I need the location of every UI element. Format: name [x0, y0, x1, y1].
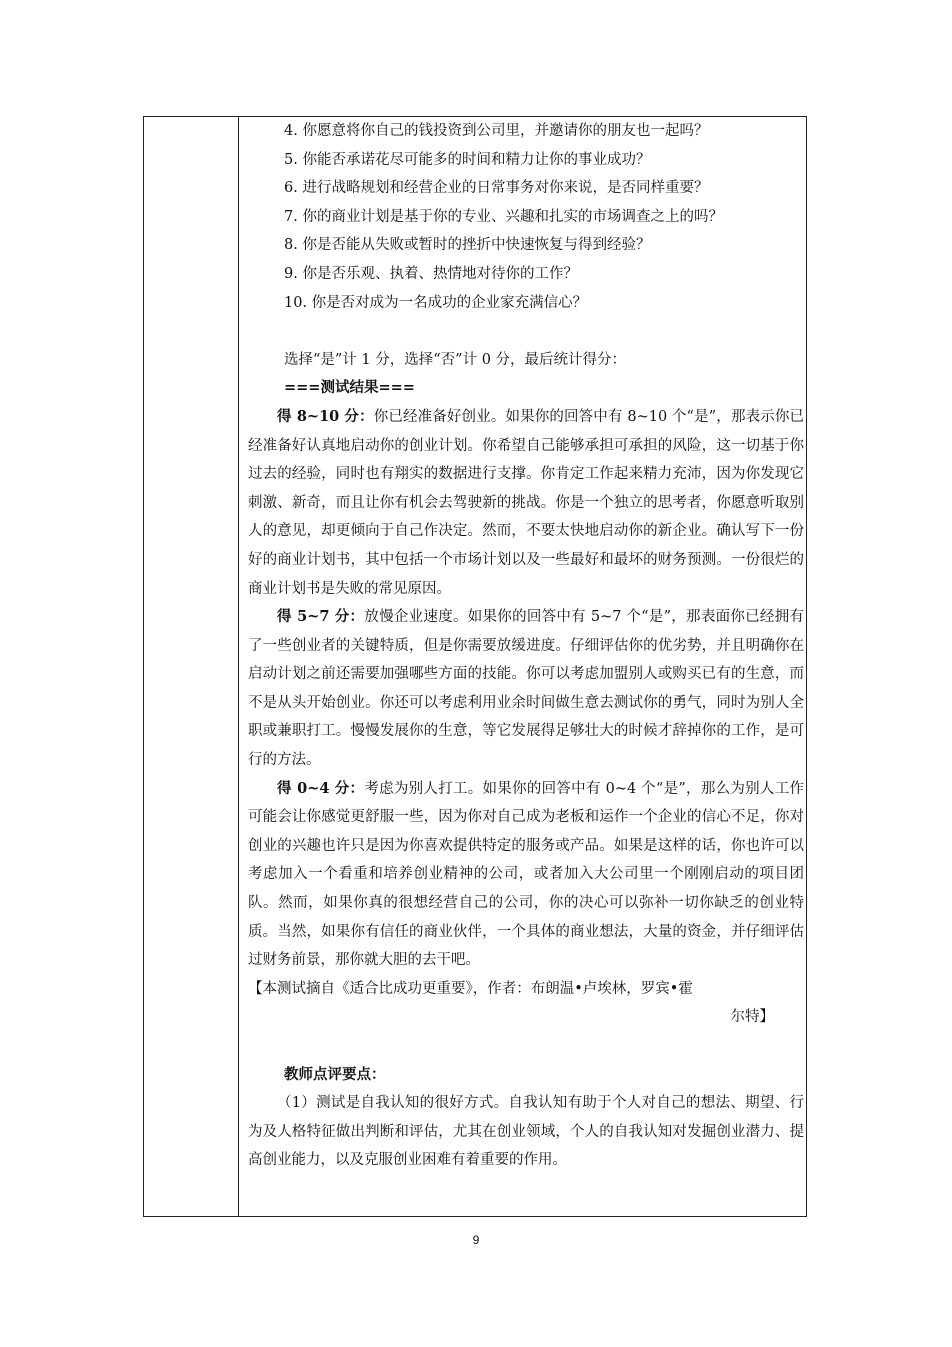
question-item: 8. 你是否能从失败或暂时的挫折中快速恢复与得到经验？: [284, 237, 651, 254]
question-item: 10. 你是否对成为一名成功的企业家充满信心？: [284, 294, 588, 311]
scoring-rule: 选择“是”计 1 分，选择“否”计 0 分，最后统计得分：: [284, 351, 627, 368]
question-item: 6. 进行战略规划和经营企业的日常事务对你来说，是否同样重要？: [284, 180, 709, 197]
teacher-heading: 教师点评要点：: [284, 1065, 386, 1083]
result-paragraph: [248, 603, 804, 775]
result-paragraph: [248, 403, 804, 603]
result-label: 得 5~7 分：: [277, 608, 365, 626]
page-number: 9: [472, 1233, 480, 1247]
content-cell: [248, 117, 804, 1175]
source-citation: 【本测试摘自《适合比成功更重要》，作者：布朗温•卢埃林，罗宾•霍: [248, 980, 693, 997]
teacher-point: （1）测试是自我认知的很好方式。自我认知有助于个人对自己的想法、期望、行为及人格特征做出判断和评估，尤其在创业领域，个人的自我认知对发掘创业潜力、提高创业能力，以及克服创业困难有着重要的作用。: [248, 1095, 804, 1169]
result-text: 放慢企业速度。如果你的回答中有 5~7 个“是”，那表面你已经拥有了一些创业者的关键特质，但是你需要放缓进度。仔细评估你的优劣势，并且明确你在启动计划之前还需要加强哪些方面的技能。你可以考虑加盟别人或购买已有的生意，而不是从头开始创业。你还可以考虑利用业余时间做生意去测试你的勇气，同时为别人全职或兼职打工。慢慢发展你的生意，等它发展得足够壮大的时候才辞掉你的工作，是可行的方法。: [248, 609, 804, 769]
result-text: 你已经准备好创业。如果你的回答中有 8~10 个“是”，那表示你已经准备好认真地启动你的创业计划。你希望自己能够承担可承担的风险，这一切基于你过去的经验，同时也有翔实的数据进行支撑。你肯定工作起来精力充沛，因为你发现它刺激、新奇，而且让你有机会去驾驶新的挑战。你是一个独立的思考者，你愿意听取别人的意见，却更倾向于自己作决定。然而，不要太快地启动你的新企业。确认写下一份好的商业计划书，其中包括一个市场计划以及一些最好和最坏的财务预测。一份很烂的商业计划书是失败的常见原因。: [248, 408, 804, 597]
question-item: 9. 你是否乐观、执着、热情地对待你的工作？: [284, 265, 578, 282]
column-divider: [238, 117, 239, 1216]
result-paragraph: [248, 775, 804, 975]
result-label: 得 0~4 分：: [277, 779, 365, 797]
question-item: 4. 你愿意将你自己的钱投资到公司里，并邀请你的朋友也一起吗？: [284, 123, 709, 139]
question-item: 5. 你能否承诺花尽可能多的时间和精力让你的事业成功？: [284, 151, 651, 168]
results-heading: ===测试结果===: [284, 379, 415, 397]
question-item: 7. 你的商业计划是基于你的专业、兴趣和扎实的市场调查之上的吗？: [284, 208, 723, 225]
result-text: 考虑为别人打工。如果你的回答中有 0~4 个“是”，那么为别人工作可能会让你感觉更舒服一些，因为你对自己成为老板和运作一个企业的信心不足，你对创业的兴趣也许只是因为你喜欢提供特定的服务或产品。如果是这样的话，你也许可以考虑加入一个看重和培养创业精神的公司，或者加入大公司里一个刚刚启动的项目团队。然而，如果你真的很想经营自己的公司，你的决心可以弥补一切你缺乏的创业特质。当然，如果你有信任的商业伙伴，一个具体的商业想法，大量的资金，并仔细评估过财务前景，那你就大胆的去干吧。: [248, 780, 804, 969]
result-label: 得 8~10 分：: [277, 407, 374, 425]
source-citation-end: 尔特】: [730, 1009, 774, 1026]
content-table: [143, 116, 807, 1217]
